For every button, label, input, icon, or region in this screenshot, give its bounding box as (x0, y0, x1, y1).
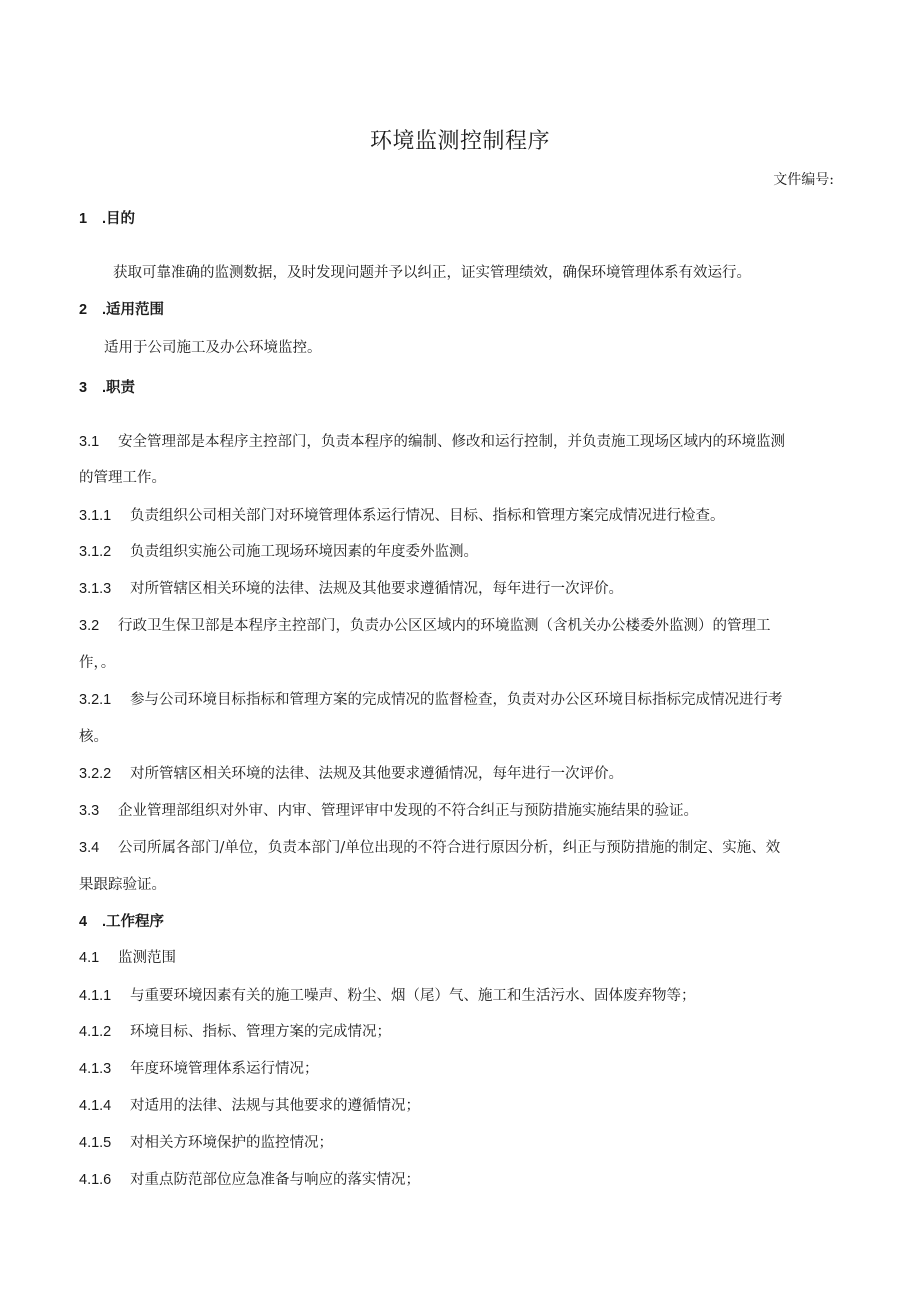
paragraph: 适用于公司施工及办公环境监控。 (104, 340, 322, 356)
clause-text: 企业管理部组织对外审、内审、管理评审中发现的不符合纠正与预防措施实施结果的验证。 (118, 803, 698, 819)
clause-3-2-1 (79, 690, 839, 710)
clause-number: 4.1.2 (79, 1024, 112, 1040)
clause-number: 3.4 (79, 840, 100, 856)
clause-3-1 (79, 432, 839, 452)
clause-number: 3.2.1 (79, 692, 112, 708)
doc-number-label: 文件编号: (773, 172, 834, 188)
clause-text: 环境目标、指标、管理方案的完成情况； (130, 1024, 391, 1040)
clause-text: 对相关方环境保护的监控情况； (130, 1135, 333, 1151)
clause-number: 4.1.4 (79, 1098, 112, 1114)
section-title: .职责 (102, 380, 136, 396)
clause-number: 3.1 (79, 434, 100, 450)
clause-text: 参与公司环境目标指标和管理方案的完成情况的监督检查，负责对办公区环境目标指标完成情况进行考 (130, 692, 783, 708)
clause-number: 4.1.6 (79, 1172, 112, 1188)
clause-text: 安全管理部是本程序主控部门，负责本程序的编制、修改和运行控制，并负责施工现场区域内的环境监测 (118, 434, 785, 450)
clause-4-1-6 (79, 1170, 839, 1190)
clause-text: 行政卫生保卫部是本程序主控部门，负责办公区区域内的环境监测（含机关办公楼委外监测）的管理工 (118, 618, 771, 634)
clause-number: 3.1.3 (79, 581, 112, 597)
section-heading-2 (79, 300, 839, 320)
clause-continuation: 的管理工作。 (79, 470, 166, 486)
clause-number: 3.2.2 (79, 766, 112, 782)
clause-number: 3.1.2 (79, 544, 112, 560)
clause-text: 与重要环境因素有关的施工噪声、粉尘、烟（尾）气、施工和生活污水、固体废弃物等； (130, 988, 696, 1004)
clause-text: 年度环境管理体系运行情况； (130, 1061, 319, 1077)
section-title: .目的 (102, 211, 136, 227)
clause-number: 3.1.1 (79, 508, 112, 524)
clause-text: 对所管辖区相关环境的法律、法规及其他要求遵循情况，每年进行一次评价。 (130, 766, 623, 782)
clause-text: 监测范围 (118, 950, 176, 966)
clause-4-1 (79, 948, 839, 968)
clause-continuation: 作，。 (79, 655, 116, 671)
section-heading-4 (79, 912, 839, 932)
clause-number: 3.2 (79, 618, 100, 634)
clause-text: 负责组织实施公司施工现场环境因素的年度委外监测。 (130, 544, 478, 560)
section-title: .适用范围 (102, 302, 165, 318)
clause-text: 对适用的法律、法规与其他要求的遵循情况； (130, 1098, 420, 1114)
section-heading-1 (79, 209, 839, 229)
clause-text: 对重点防范部位应急准备与响应的落实情况； (130, 1172, 420, 1188)
clause-3-2 (79, 616, 839, 636)
section-heading-3 (79, 378, 839, 398)
section-number: 4 (79, 914, 88, 930)
section-number: 1 (79, 211, 88, 227)
paragraph: 获取可靠准确的监测数据，及时发现问题并予以纠正，证实管理绩效，确保环境管理体系有效运行。 (113, 265, 751, 281)
clause-3-1-3 (79, 579, 839, 599)
clause-number: 4.1 (79, 950, 100, 966)
clause-3-1-1 (79, 506, 839, 526)
clause-number: 3.3 (79, 803, 100, 819)
clause-text: 负责组织公司相关部门对环境管理体系运行情况、目标、指标和管理方案完成情况进行检查。 (130, 508, 725, 524)
clause-continuation: 核。 (79, 729, 108, 745)
clause-3-1-2 (79, 542, 839, 562)
section-number: 3 (79, 380, 88, 396)
clause-4-1-3 (79, 1059, 839, 1079)
clause-4-1-5 (79, 1133, 839, 1153)
clause-continuation: 果跟踪验证。 (79, 877, 166, 893)
clause-4-1-2 (79, 1022, 839, 1042)
clause-4-1-1 (79, 986, 839, 1006)
section-number: 2 (79, 302, 88, 318)
document-title: 环境监测控制程序 (369, 129, 550, 154)
section-title: .工作程序 (102, 914, 165, 930)
clause-number: 4.1.3 (79, 1061, 112, 1077)
clause-3-3 (79, 801, 839, 821)
clause-text: 公司所属各部门/单位，负责本部门/单位出现的不符合进行原因分析，纠正与预防措施的制定、实施、效 (118, 840, 781, 856)
clause-number: 4.1.1 (79, 988, 112, 1004)
clause-text: 对所管辖区相关环境的法律、法规及其他要求遵循情况，每年进行一次评价。 (130, 581, 623, 597)
clause-4-1-4 (79, 1096, 839, 1116)
clause-number: 4.1.5 (79, 1135, 112, 1151)
clause-3-2-2 (79, 764, 839, 784)
clause-3-4 (79, 838, 839, 858)
